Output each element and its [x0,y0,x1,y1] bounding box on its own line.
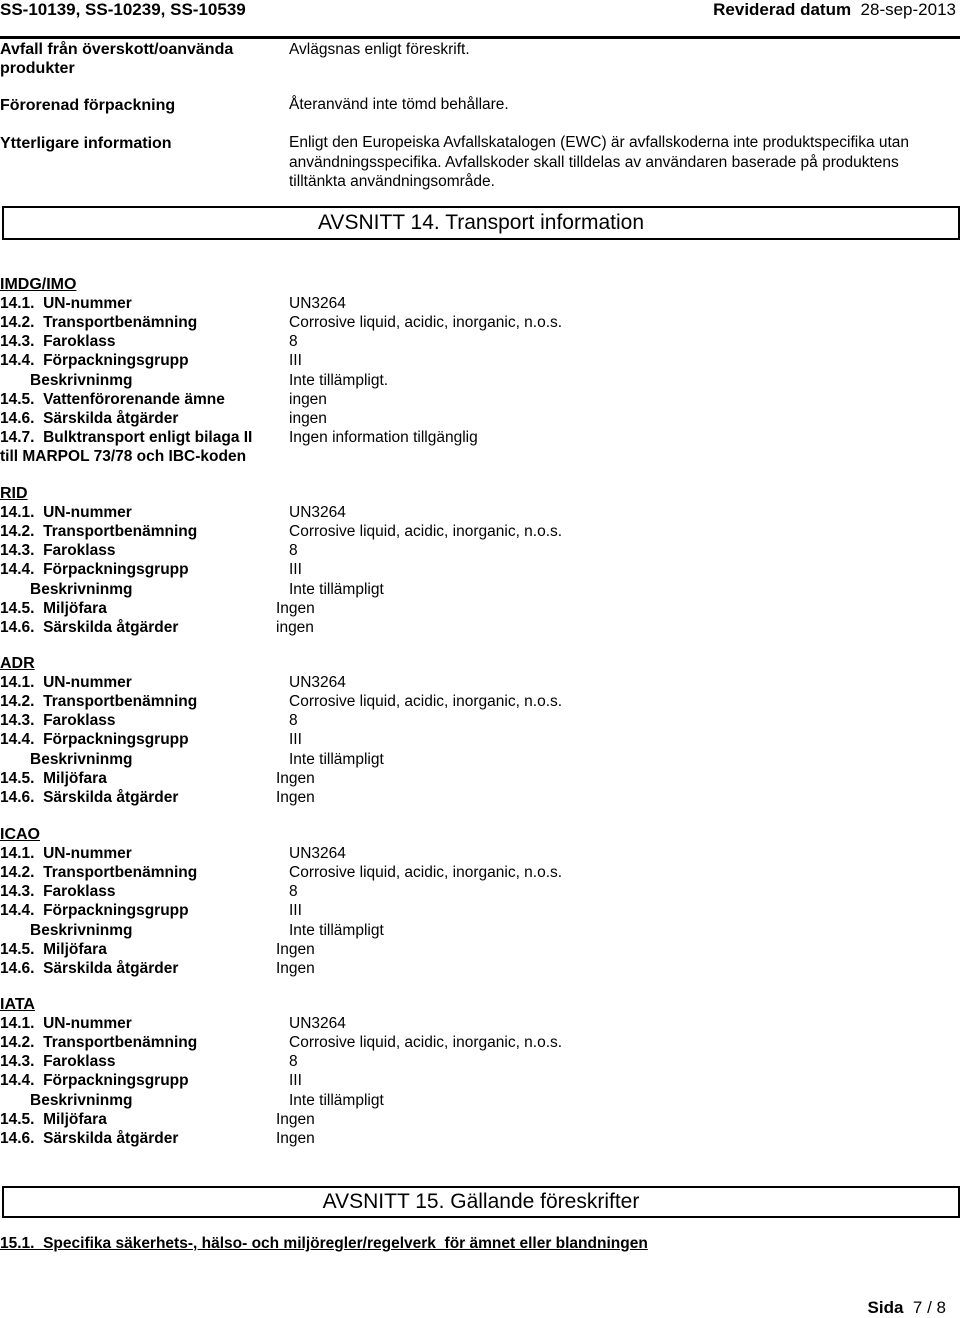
revision-date [713,0,956,20]
row-label: 14.1. UN-nummer [0,845,132,862]
row-label: 14.5. Miljöfara [0,769,107,787]
row-value: ingen [276,618,314,636]
revised-date: 28-sep-2013 [860,0,956,19]
imdg-row [0,294,960,313]
iata-row [0,1052,960,1071]
imdg-row [0,313,960,332]
row-value: Ingen information tillgänglig [289,429,478,447]
row-label: Beskrivninmg [30,580,133,598]
icao-row [0,844,960,863]
icao-row [0,959,960,978]
row-label: 14.3. Faroklass [0,712,116,730]
page-value: 7 / 8 [912,1298,946,1317]
row-value: Inte tillämpligt [289,1091,384,1109]
icao-heading: ICAO [0,826,40,843]
packaging-value: Återanvänd inte tömd behållare. [289,96,509,113]
row-value: UN3264 [289,674,346,691]
adr-row [0,692,960,711]
iata-row [0,1071,960,1090]
row-value: UN3264 [289,1015,346,1032]
rid-row [0,522,960,541]
row-label: 14.5. Miljöfara [0,1110,107,1128]
row-value: III [289,561,302,579]
row-value: Inte tillämpligt [289,921,384,939]
row-label: 14.3. Faroklass [0,333,116,351]
icao-row [0,882,960,901]
additional-value: Enligt den Europeiska Avfallskatalogen (EWC) är avfallskoderna inte produktspecifika utan användningsspecifika. Avfallskoder skall tilldelas av användaren baserade på produktens tilltänkta användningsområde. [289,134,910,190]
row-label: 14.5. Miljöfara [0,599,107,617]
row-label: 14.6. Särskilda åtgärder [0,959,179,977]
row-value: Ingen [276,788,315,806]
imdg-row [0,371,960,390]
row-value: Ingen [276,599,315,617]
row-value: 8 [289,712,298,730]
row-value: 8 [289,333,298,351]
waste-label: Avfall från överskott/oanvända produkter [0,41,234,77]
row-label: 14.6. Särskilda åtgärder [0,618,179,636]
row-value: Ingen [276,1129,315,1147]
imdg-heading: IMDG/IMO [0,276,77,293]
row-label: 14.4. Förpackningsgrupp [0,1072,189,1090]
product-codes: SS-10139, SS-10239, SS-10539 [0,0,246,19]
section-15-title: AVSNITT 15. Gällande föreskrifter [322,1190,640,1213]
iata-row [0,1129,960,1148]
row-value: Inte tillämpligt [289,750,384,768]
section-14-header [2,206,960,240]
section-14-title: AVSNITT 14. Transport information [317,211,645,234]
rid-row [0,599,960,618]
revised-label: Reviderad datum [713,0,852,19]
iata-row [0,1014,960,1033]
section-15-1-text: 15.1. Specifika säkerhets-, hälso- och miljöregler/regelverk för ämnet eller blandningen [0,1235,648,1252]
rid-row [0,560,960,579]
row-value: ingen [289,390,327,408]
row-value: Corrosive liquid, acidic, inorganic, n.o.s. [289,693,563,711]
row-value: Corrosive liquid, acidic, inorganic, n.o.s. [289,864,563,882]
row-value: 8 [289,542,298,560]
row-value: Corrosive liquid, acidic, inorganic, n.o.s. [289,523,563,541]
row-label: 14.1. UN-nummer [0,674,132,691]
rid-heading: RID [0,485,28,502]
packaging-label: Förorenad förpackning [0,97,176,114]
row-label: 14.1. UN-nummer [0,295,132,312]
row-label: Beskrivninmg [30,1091,133,1109]
row-label: 14.6. Särskilda åtgärder [0,1129,179,1147]
row-label: 14.5. Miljöfara [0,940,107,958]
imdg-row [0,428,960,447]
waste-value: Avlägsnas enligt föreskrift. [289,41,470,58]
imdg-row [0,351,960,370]
row-label: 14.3. Faroklass [0,542,116,560]
row-value: Ingen [276,1110,315,1128]
row-value: ingen [289,409,327,427]
rid-row [0,580,960,599]
row-value: Ingen [276,959,315,977]
row-value: III [289,1072,302,1090]
adr-row [0,711,960,730]
adr-row [0,750,960,769]
row-label: 14.7. Bulktransport enligt bilaga II [0,429,253,447]
row-label: Beskrivninmg [30,750,133,768]
row-label: 14.4. Förpackningsgrupp [0,902,189,920]
row-label: 14.3. Faroklass [0,1053,116,1071]
row-label: 14.4. Förpackningsgrupp [0,731,189,749]
imdg-row [0,390,960,409]
row-label: 14.2. Transportbenämning [0,864,198,882]
row-label: 14.4. Förpackningsgrupp [0,561,189,579]
row-label: till MARPOL 73/78 och IBC-koden [0,448,247,466]
row-label: Beskrivninmg [30,371,133,389]
iata-row [0,1091,960,1110]
row-label: 14.2. Transportbenämning [0,314,198,332]
iata-row [0,1110,960,1129]
row-value: UN3264 [289,295,346,312]
additional-label: Ytterligare information [0,135,172,152]
iata-row [0,1033,960,1052]
row-label: 14.4. Förpackningsgrupp [0,352,189,370]
row-label: 14.2. Transportbenämning [0,693,198,711]
adr-row [0,788,960,807]
row-value: Inte tillämpligt. [289,371,389,389]
adr-row [0,673,960,692]
row-value: UN3264 [289,845,346,862]
row-value: Corrosive liquid, acidic, inorganic, n.o.s. [289,314,563,332]
row-label: 14.6. Särskilda åtgärder [0,788,179,806]
icao-row [0,921,960,940]
row-label: 14.1. UN-nummer [0,504,132,521]
icao-row [0,940,960,959]
row-label: 14.2. Transportbenämning [0,523,198,541]
row-value: Inte tillämpligt [289,580,384,598]
page-number [868,1298,946,1318]
row-label: 14.3. Faroklass [0,883,116,901]
iata-heading: IATA [0,996,35,1013]
rid-row [0,618,960,637]
row-value: III [289,731,302,749]
icao-row [0,863,960,882]
header-divider [0,36,960,39]
row-label: 14.2. Transportbenämning [0,1034,198,1052]
row-value: Corrosive liquid, acidic, inorganic, n.o.s. [289,1034,563,1052]
imdg-row [0,409,960,428]
row-label: 14.5. Vattenförorenande ämne [0,390,225,408]
row-label: Beskrivninmg [30,921,133,939]
row-value: Ingen [276,769,315,787]
adr-heading: ADR [0,655,35,672]
section-15-1-heading [0,1234,648,1253]
row-value: III [289,902,302,920]
row-label: 14.6. Särskilda åtgärder [0,409,179,427]
rid-row [0,541,960,560]
imdg-row [0,332,960,351]
row-value: 8 [289,883,298,901]
row-value: 8 [289,1053,298,1071]
row-value: III [289,352,302,370]
icao-row [0,901,960,920]
page-label: Sida [867,1298,904,1317]
rid-row [0,503,960,522]
row-label: 14.1. UN-nummer [0,1015,132,1032]
row-value: Ingen [276,940,315,958]
adr-row [0,769,960,788]
section-15-header [2,1186,960,1218]
imdg-row [0,447,960,466]
adr-row [0,730,960,749]
row-value: UN3264 [289,504,346,521]
